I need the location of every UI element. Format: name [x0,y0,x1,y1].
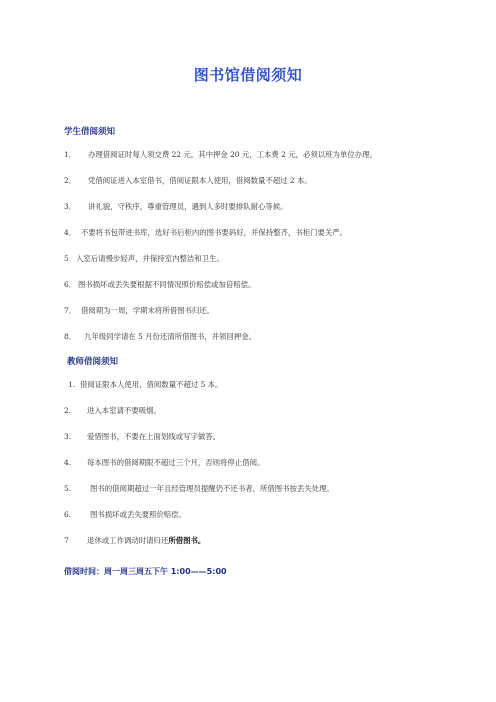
rule-text: 图书损坏或丢失要根据不同情况照价赔偿或加倍赔偿。 [78,280,256,289]
rule-text: 爱惜图书，不要在上面划线或写字做答。 [87,432,221,441]
rule-number: 1. [68,380,76,389]
teacher-rule-1 [68,381,222,388]
student-rule-1 [64,151,377,158]
rule-number: 2. [64,406,72,415]
student-rule-4 [64,229,347,236]
rule-number: 4. [64,458,72,467]
rule-number: 8． [64,332,77,341]
teacher-rule-6 [64,511,186,518]
rule-text-emphasis: 所借图书。 [168,536,206,545]
teacher-rule-4 [64,459,264,466]
student-rule-8 [64,333,256,340]
rule-text: 讲礼貌，守秩序，尊重管理员，遇到人多时要排队耐心等候。 [88,202,288,211]
rule-number: 3． [64,202,77,211]
rule-number: 6． [64,280,77,289]
rule-text: 退休或工作调动时请归还 [87,536,169,545]
student-section-heading: 学生借阅须知 [64,127,116,137]
rule-number: 6. [64,510,72,519]
rule-text: 进入本室请不要吸烟。 [87,406,161,415]
rule-number: 7 [64,536,69,545]
document-title: 图书馆借阅须知 [193,66,303,84]
rule-number: 5 [64,254,69,263]
rule-number: 7． [64,306,77,315]
teacher-rule-5 [64,485,334,492]
rule-text: 入室后请慢步轻声，并保持室内整洁和卫生。 [76,254,224,263]
student-rule-3 [64,203,288,210]
student-rule-5 [64,255,224,262]
teacher-rule-3 [64,433,220,440]
rule-text: 凭借阅证进入本室借书，借阅证限本人使用，借阅数量不超过 2 本。 [88,176,312,185]
rule-text: 办理借阅证时每人须交费 22 元，其中押金 20 元，工本费 2 元，必须以班为单位办理。 [88,150,377,159]
rule-number: 2． [64,176,77,185]
rule-text: 图书损坏或丢失要照价赔偿。 [90,510,187,519]
rule-number: 4． [64,228,77,237]
student-rule-2 [64,177,312,184]
student-rule-6 [64,281,255,288]
borrowing-hours: 借阅时间：周一周三周五下午 1:00——5:00 [64,567,227,576]
rule-text: 九年级同学请在 5 月份还清所借图书，并领回押金。 [84,332,256,341]
rule-text: 不要将书包带进书库，选好书后柜内的图书要码好，并保持整齐，书柜门要关严。 [81,228,348,237]
rule-number: 3. [64,432,72,441]
rule-number: 5. [64,484,72,493]
student-rule-7 [64,307,214,314]
teacher-section-heading: 教师借阅须知 [67,357,119,367]
teacher-rule-2 [64,407,161,414]
teacher-rule-7 [64,537,205,544]
rule-text: 借阅期为一周，学期末将所借图书归还。 [81,306,215,315]
rule-text: 每本图书的借阅期限不超过三个月，否则将停止借阅。 [87,458,265,467]
rule-text: 图书的借阅期超过一年且经管理员提醒仍不还书者，所借图书按丢失处理。 [90,484,334,493]
rule-number: 1． [64,150,77,159]
rule-text: 借阅证限本人使用，借阅数量不超过 5 本。 [80,380,223,389]
